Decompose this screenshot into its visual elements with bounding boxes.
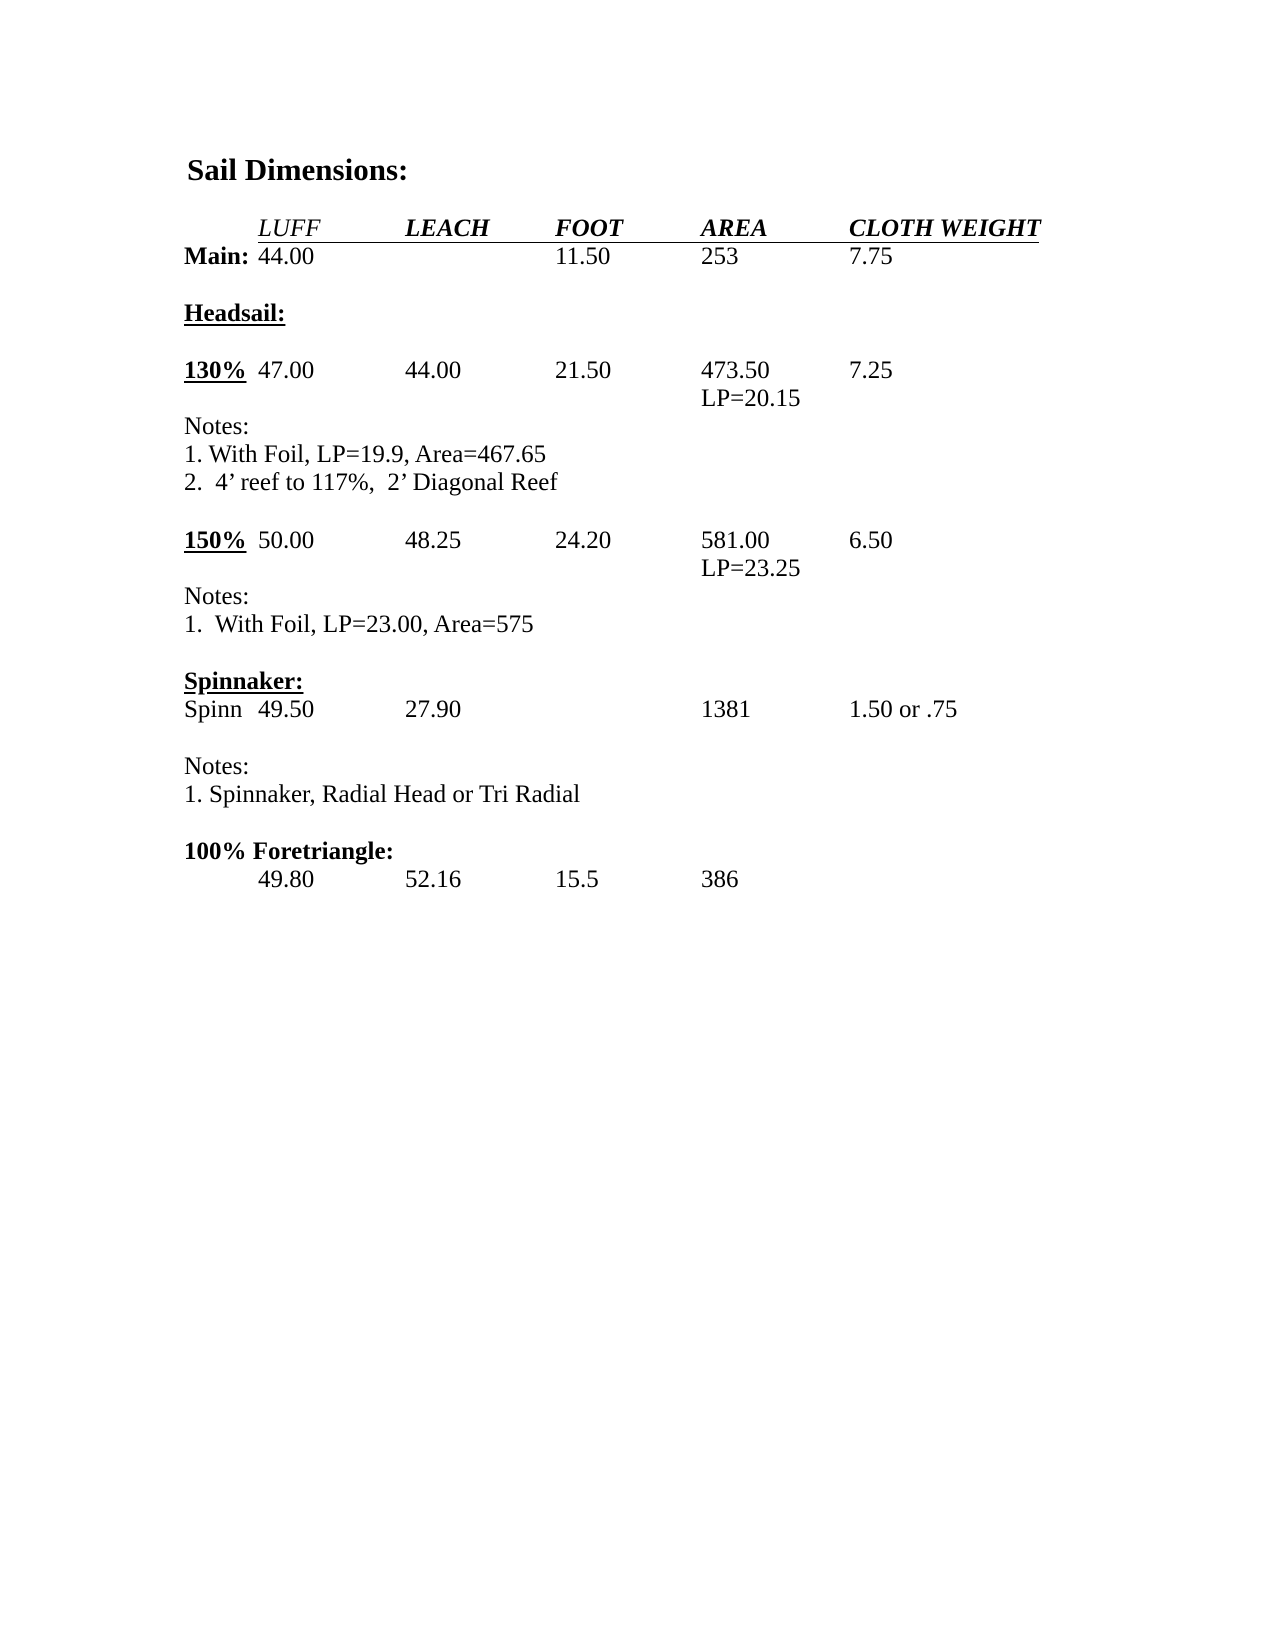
header-underline — [258, 242, 1039, 243]
headsail-130-area: 473.50 — [701, 357, 770, 384]
headsail-130-cloth-weight: 7.25 — [849, 357, 893, 384]
headsail-150-area: 581.00 — [701, 527, 770, 554]
main-area: 253 — [701, 243, 739, 270]
spinnaker-luff: 49.50 — [258, 696, 315, 723]
spinnaker-heading: Spinnaker: — [184, 668, 304, 695]
foretriangle-heading: 100% Foretriangle: — [184, 838, 394, 865]
main-luff: 44.00 — [258, 243, 315, 270]
main-foot: 11.50 — [555, 243, 611, 270]
headsail-130-label: 130% — [184, 357, 247, 384]
notes-heading: Notes: — [184, 413, 250, 440]
note-line: 1. Spinnaker, Radial Head or Tri Radial — [184, 781, 581, 808]
spinnaker-cloth-weight: 1.50 or .75 — [849, 696, 958, 723]
spinnaker-label: Spinn — [184, 696, 243, 723]
headsail-130-foot: 21.50 — [555, 357, 612, 384]
foretriangle-area: 386 — [701, 866, 739, 893]
column-header-foot: FOOT — [555, 215, 624, 242]
headsail-130-leach: 44.00 — [405, 357, 462, 384]
main-cloth-weight: 7.75 — [849, 243, 893, 270]
column-header-area: AREA — [701, 215, 768, 242]
headsail-150-cloth-weight: 6.50 — [849, 527, 893, 554]
column-header-luff: LUFF — [258, 215, 321, 242]
foretriangle-leach: 52.16 — [405, 866, 462, 893]
main-label: Main: — [184, 243, 250, 270]
page-title: Sail Dimensions: — [187, 152, 409, 187]
headsail-150-luff: 50.00 — [258, 527, 315, 554]
foretriangle-foot: 15.5 — [555, 866, 599, 893]
spinnaker-area: 1381 — [701, 696, 751, 723]
headsail-heading: Headsail: — [184, 300, 286, 327]
notes-heading: Notes: — [184, 583, 250, 610]
notes-heading: Notes: — [184, 753, 250, 780]
note-line: 1. With Foil, LP=23.00, Area=575 — [184, 611, 534, 638]
note-line: 1. With Foil, LP=19.9, Area=467.65 — [184, 441, 547, 468]
headsail-130-lp: LP=20.15 — [701, 385, 801, 412]
foretriangle-luff: 49.80 — [258, 866, 315, 893]
headsail-150-leach: 48.25 — [405, 527, 462, 554]
spinnaker-leach: 27.90 — [405, 696, 462, 723]
column-header-leach: LEACH — [405, 215, 490, 242]
note-line: 2. 4’ reef to 117%, 2’ Diagonal Reef — [184, 469, 558, 496]
headsail-150-lp: LP=23.25 — [701, 555, 801, 582]
headsail-130-luff: 47.00 — [258, 357, 315, 384]
headsail-150-foot: 24.20 — [555, 527, 612, 554]
column-header-cloth-weight: CLOTH WEIGHT — [849, 215, 1041, 242]
headsail-150-label: 150% — [184, 527, 247, 554]
